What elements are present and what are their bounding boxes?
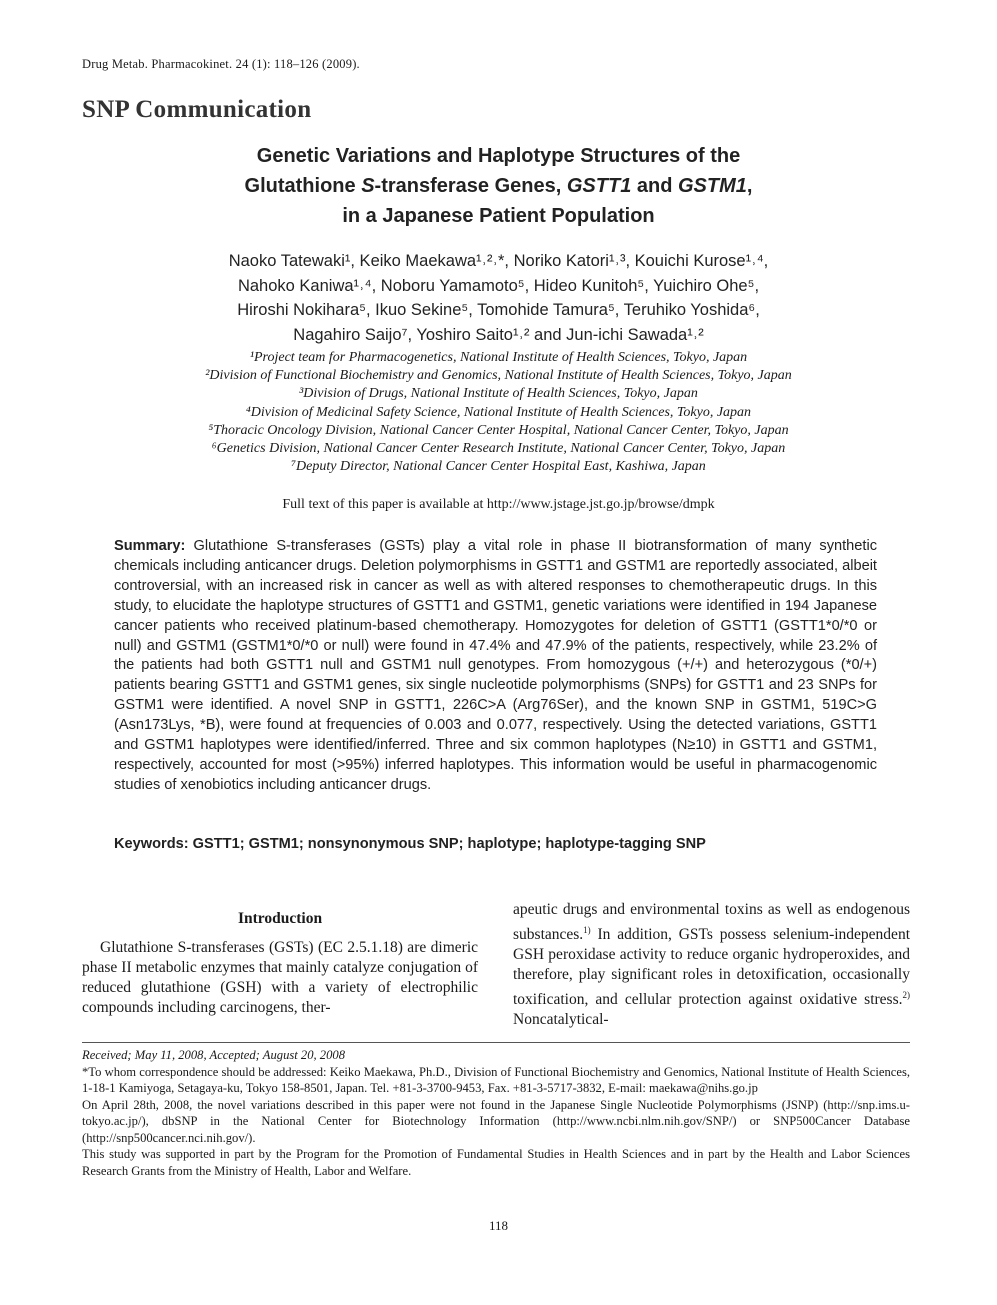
author-line: Nahoko Kaniwa¹˒⁴, Noboru Yamamoto⁵, Hideo Kunitoh⁵, Yuichiro Ohe⁵, xyxy=(237,276,760,295)
article-title xyxy=(100,141,897,231)
reference-marker: 2) xyxy=(902,990,910,1001)
footnotes xyxy=(82,1047,910,1179)
title-text: and xyxy=(631,175,678,197)
affiliation: ⁵Thoracic Oncology Division, National Cancer Center Hospital, National Cancer Center, Tokyo, Japan xyxy=(208,422,789,438)
keywords-block xyxy=(114,836,877,852)
fulltext-note: Full text of this paper is available at http://www.jstage.jst.go.jp/browse/dmpk xyxy=(282,497,715,512)
summary-label: Summary: xyxy=(114,538,186,554)
title-gene-gstm1: GSTM1 xyxy=(678,175,747,197)
summary-block xyxy=(114,537,877,796)
affiliation: ⁴Division of Medicinal Safety Science, National Institute of Health Sciences, Tokyo, Japan xyxy=(245,404,752,420)
affiliation: ²Division of Functional Biochemistry and Genomics, National Institute of Health Sciences, Tokyo, Japan xyxy=(205,368,792,384)
received-dates: Received; May 11, 2008, Accepted; August 20, 2008 xyxy=(82,1048,345,1062)
title-italic-s: S xyxy=(361,175,375,197)
affiliation: ⁶Genetics Division, National Cancer Center Research Institute, National Cancer Center, Tokyo, Japan xyxy=(211,441,786,457)
introduction-heading: Introduction xyxy=(237,910,323,927)
title-gene-gstt1: GSTT1 xyxy=(566,175,632,197)
summary-text: Glutathione S-transferases (GSTs) play a vital role in phase II biotransformation of many synthetic chemicals including anticancer drugs. Deletion polymorphisms in GSTT1 and GSTM1 are reportedly associated, albeit controversial, with an increased risk in cancer as well as with altered responses to chemotherapeutic drugs. In this study, to elucidate the haplotype structures of GSTT1 and GSTM1, genetic variations were identified in 194 Japanese cancer patients who received platinum-based chemotherapy. Homozygotes for deletion of GSTT1 (GSTT1*0/*0 or null) and GSTM1 (GSTM1*0/*0 or null) were found in 47.4% and 47.9% of the patients, respectively, while 23.2% of the patients had both GSTT1 null and GSTM1 null genotypes. From homozygous (+/+) and heterozygous (*0/+) patients bearing GSTT1 and GSTM1 genes, six single nucleotide polymorphisms (SNPs) for GSTT1 and 23 SNPs for GSTM1 were identified. A novel SNP in GSTT1, 226C>A (Arg76Ser), and the known SNP in GSTM1, 519C>G (Asn173Lys, *B), were found at frequencies of 0.003 and 0.077, respectively. Using the detected variations, GSTT1 and GSTM1 haplotypes were identified/inferred. Three and six common haplotypes (N≥10) in GSTT1 and GSTM1, respectively, accounted for most (>95%) inferred haplotypes. This information would be useful in pharmacogenomic studies of xenobiotics including anticancer drugs. xyxy=(114,538,877,793)
funding-note: This study was supported in part by the Program for the Promotion of Fundamental Studies in Health Sciences and in part by the Health and Labor Sciences Research Grants from the Ministry of Health, Labor and Welfare. xyxy=(82,1147,910,1178)
section-label: SNP Communication xyxy=(82,96,312,123)
intro-text: Noncatalytical- xyxy=(513,1011,609,1029)
journal-citation: Drug Metab. Pharmacokinet. 24 (1): 118–126 (2009). xyxy=(82,57,360,71)
title-line-1: Genetic Variations and Haplotype Structures of the xyxy=(256,145,741,167)
affiliation-list xyxy=(100,349,897,476)
novel-variation-note: On April 28th, 2008, the novel variations described in this paper were not found in the Japanese Single Nucleotide Polymorphisms (JSNP) (http://snp.ims.u-tokyo.ac.jp/), dbSNP in the National Center for Biotechnology Information (http://www.ncbi.nlm.nih.gov/SNP/) or SNP500Cancer Database (http://snp500cancer.nci.nih.gov/). xyxy=(82,1097,910,1145)
page-number: 118 xyxy=(488,1218,509,1233)
intro-right-column xyxy=(513,900,910,1030)
author-list xyxy=(100,249,897,347)
title-text: , xyxy=(746,175,753,197)
title-text: -transferase Genes, xyxy=(374,175,567,197)
affiliation: ³Division of Drugs, National Institute of Health Sciences, Tokyo, Japan xyxy=(299,386,698,402)
intro-left-column: Glutathione S-transferases (GSTs) (EC 2.5.1.18) are dimeric phase II metabolic enzymes that mainly catalyze conjugation of reduced glutathione (GSH) with a variety of electrophilic compounds including carcinogens, ther- xyxy=(82,939,478,1016)
keywords-label: Keywords: xyxy=(114,836,189,852)
affiliation: ¹Project team for Pharmacogenetics, National Institute of Health Sciences, Tokyo, Japan xyxy=(249,350,748,365)
title-text: Glutathione xyxy=(244,175,362,197)
intro-text: In addition, GSTs possess selenium-independent GSH peroxidase activity to reduce organic hydroperoxides, and therefore, play significant roles in detoxification, occasionally toxification, and cellular protection against oxidative stress. xyxy=(513,926,910,1009)
author-line: Nagahiro Saijo⁷, Yoshiro Saito¹˒² and Jun-ichi Sawada¹˒² xyxy=(293,325,704,344)
footnote-divider xyxy=(82,1042,910,1043)
title-line-2 xyxy=(100,171,897,201)
intro-text: apeutic drugs and environmental toxins as well as endogenous substances. xyxy=(513,901,910,944)
author-line: Hiroshi Nokihara⁵, Ikuo Sekine⁵, Tomohide Tamura⁵, Teruhiko Yoshida⁶, xyxy=(237,301,760,319)
keywords-text: GSTT1; GSTM1; nonsynonymous SNP; haplotype; haplotype-tagging SNP xyxy=(192,836,706,852)
correspondence-note: *To whom correspondence should be addressed: Keiko Maekawa, Ph.D., Division of Functional Biochemistry and Genomics, National Institute of Health Sciences, 1-18-1 Kamiyoga, Setagaya-ku, Tokyo 158-8501, Japan. Tel. +81-3-3700-9453, Fax. +81-3-5717-3832, E-mail: maekawa@nihs.go.jp xyxy=(82,1064,910,1095)
reference-marker: 1) xyxy=(583,925,591,935)
title-line-3: in a Japanese Patient Population xyxy=(342,205,655,227)
affiliation: ⁷Deputy Director, National Cancer Center Hospital East, Kashiwa, Japan xyxy=(291,459,706,475)
author-line: Naoko Tatewaki¹, Keiko Maekawa¹˒²˒*, Noriko Katori¹˒³, Kouichi Kurose¹˒⁴, xyxy=(228,252,769,270)
